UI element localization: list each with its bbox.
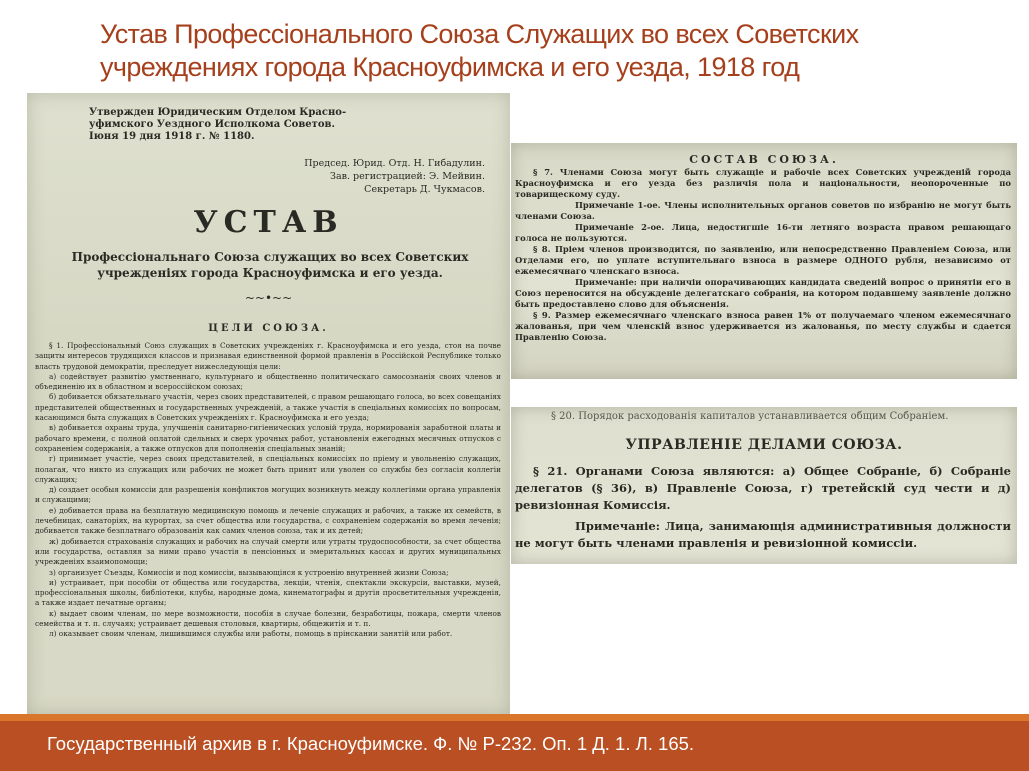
approval-stamp-text: Утвержден Юридическим Отделом Красно- уфимского Уездного Исполкома Советов. Іюня 19 дня 1918 г. № 1180. bbox=[89, 107, 347, 142]
goals-paragraph: ж) добивается страхованія служащих и рабочих на случай смерти или утраты трудоспособности, за счет общества или государства, оставляя за ними право участія в пенсіонных и эмеритальных кассах и других муниципальных учрежденіях взаимопомощи; bbox=[35, 536, 501, 567]
cut-off-line: § 20. Порядок расходованія капиталов устанавливается общим Собраніем. bbox=[551, 411, 949, 422]
document-body-management bbox=[515, 463, 1011, 552]
footer-bar bbox=[0, 721, 1029, 771]
membership-paragraph: § 8. Пріем членов производится, по заявленію, или непосредственно Правленіем Союза, или Отделами его, по уплате вступительнаго взноса в размере ОДНОГО рубля, независимо от ежемесячнаго членскаго взноса. bbox=[515, 244, 1011, 276]
document-scan-management bbox=[511, 407, 1017, 564]
slide-title-line-1: Устав Профессіонального Союза Служащих во всех Советских bbox=[100, 19, 859, 49]
goals-paragraph: в) добивается охраны труда, улучшенія санитарно-гигіенических условій труда, нормированія заработной платы и рабочаго времени, с полной оплатой сдельных и сверх урочных работ, установленія ежегодных месячных отпусков с сохраненіем содержанія, а также отпусков для пополненія спеціальных знаній; bbox=[35, 423, 501, 453]
membership-paragraph: Примечаніе: при наличіи опорачивающих кандидата сведеній вопрос о принятіи его в Союз переносится на обсужденіе делегатскаго собранія, на котором подавшему заявленіе должно быть предоставлено слово для объясненія. bbox=[515, 277, 1011, 309]
goals-paragraph: д) создает особыя комиссіи для разрешенія конфликтов могущих возникнуть между коллегіями органа управленія и служащими; bbox=[35, 485, 501, 505]
section-heading-membership: СОСТАВ СОЮЗА. bbox=[689, 153, 839, 166]
section-heading-goals: ЦЕЛИ СОЮЗА. bbox=[208, 323, 329, 334]
membership-paragraph: Примечаніе 2-ое. Лица, недостигшіе 16-ти летняго возраста правом решающаго голоса не пользуются. bbox=[515, 222, 1011, 243]
goals-paragraph: § 1. Профессіональный Союз служащих в Советских учрежденіях г. Красноуфимска и его уезда, стоя на почве защиты интересов трудящихся классов и признавая единственной формой правленія в Россійской Республике только власть трудовой демократіи, преследует нижеследующія цели: bbox=[35, 341, 501, 371]
document-scan-membership bbox=[511, 143, 1017, 379]
goals-paragraph: и) устраивает, при пособіи от общества или государства, лекціи, чтенія, спектакли экскурсіи, выставки, музей, профессіональныя школы, библіотеки, клубы, народные дома, кинематографы и другія просветительныя учрежденія, а также издает печатные органы; bbox=[35, 577, 501, 608]
document-subheading: Профессіональнаго Союза служащих во всех Советских учрежденіях города Красноуфимска и его уезда. bbox=[71, 250, 469, 280]
membership-paragraph: Примечаніе 1-ое. Члены исполнительных органов советов по избранію не могут быть членами Союза. bbox=[515, 200, 1011, 221]
slide-title bbox=[100, 18, 1000, 84]
signers-block: Председ. Юрид. Отд. Н. Гибадулин. Зав. регистрацией: Э. Мейвин. Секретарь Д. Чукмасов. bbox=[304, 158, 485, 195]
slide-title-line-2: учреждениях города Красноуфимска и его уезда, 1918 год bbox=[100, 52, 800, 82]
goals-paragraph: г) принимает участіе, через своих представителей, в спеціальных комиссіях по пріему и увольненію служащих, полагая, что никто из служащих или рабочих не может быть принят или уволен со службы без согласія коллегіи служащих; bbox=[35, 454, 501, 484]
goals-paragraph: е) добивается права на безплатную медицинскую помощь и леченіе служащих и рабочих, а также их семейств, в лечебницах, санаторіях, на курортах, за счет общества или государства, с сохраненіем содержанія во время леченія; добивается также безплатнаго образованія как самих членов союза, так и их детей; bbox=[35, 505, 501, 536]
document-scan-main bbox=[27, 93, 510, 715]
document-heading: УСТАВ bbox=[193, 205, 344, 240]
management-paragraph: § 21. Органами Союза являются: а) Общее Собраніе, б) Собраніе делегатов (§ 36), в) Правленіе Союза, г) третейскій суд чести и д) ревизіонная Комиссія. bbox=[515, 464, 1011, 512]
membership-paragraph: § 7. Членами Союза могут быть служащіе и рабочіе всех Советских учрежденій города Красноуфимска и его уезда без различія пола и національности, неопороченные по товарищескому суду. bbox=[515, 167, 1011, 199]
goals-paragraph: б) добивается обязательнаго участія, через своих представителей, с правом решающаго голоса, во всех совещаніях представителей общественных и государственных учрежденій, а также участія в спеціальных комиссіях по вопросам, касающимся быта служащих в Советских учрежденіях г. Красноуфимска и его уезда; bbox=[35, 392, 501, 423]
footer-accent-band bbox=[0, 714, 1029, 721]
goals-paragraph: з) организует Съезды, Комиссіи и под комиссіи, вызывающіяся к устроенію внутренней жизни Союза; bbox=[49, 567, 449, 577]
ornament-divider: ~~•~~ bbox=[244, 291, 293, 305]
source-caption: Государственный архив в г. Красноуфимске. Ф. № Р-232. Оп. 1 Д. 1. Л. 165. bbox=[47, 733, 695, 754]
management-paragraph: Примечаніе: Лица, занимающія административныя должности не могут быть членами правленія и ревизіонной комиссіи. bbox=[515, 519, 1011, 550]
document-body-goals bbox=[35, 341, 501, 640]
goals-paragraph: а) содействует развитію умственнаго, культурнаго и общественно политическаго самосознанія своих членов и объединенію их в областном и всероссійском союзах; bbox=[35, 371, 501, 392]
goals-paragraph: л) оказывает своим членам, лишившимся службы или работы, помощь в прінскании занятій или работ. bbox=[49, 629, 453, 639]
goals-paragraph: к) выдает своим членам, по мере возможности, пособія в случае болезни, безработицы, пожара, смерти членов семейства и т. п. случаях; устраивает дешевыя столовыя, квартиры, общежитія и т. п. bbox=[35, 608, 501, 629]
document-body-membership bbox=[515, 167, 1011, 343]
membership-paragraph: § 9. Размер ежемесячнаго членскаго взноса равен 1% от получаемаго членом ежемесячнаго жалованья, при чем членскій взнос удерживается из жалованья, по месту службы и сдается Правленію Союза. bbox=[515, 310, 1011, 342]
section-heading-management: УПРАВЛЕНІЕ ДЕЛАМИ СОЮЗА. bbox=[625, 437, 903, 453]
